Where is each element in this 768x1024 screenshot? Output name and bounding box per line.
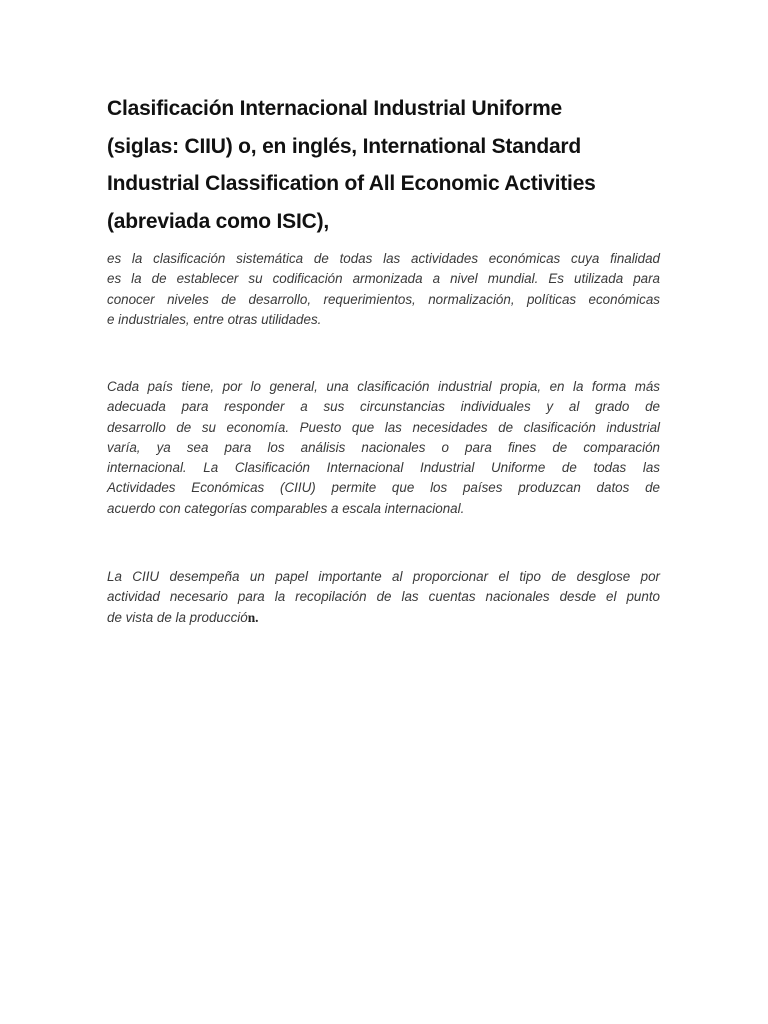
paragraph-line: varía, ya sea para los análisis nacionales o para fines de comparación [107, 439, 660, 455]
paragraph-line: La CIIU desempeña un papel importante al proporcionar el tipo de desglose por [107, 569, 660, 584]
paragraph-line: internacional. La Clasificación Internacional Industrial Uniforme de todas las [107, 460, 660, 476]
paragraph-line: acuerdo con categorías comparables a escala internacional. [107, 500, 465, 516]
heading-line: (siglas: CIIU) o, en inglés, International Standard [107, 134, 582, 158]
heading-line: Clasificación Internacional Industrial Uniforme [107, 97, 563, 120]
paragraph-line: es la de establecer su codificación armonizada a nivel mundial. Es utilizada para [107, 271, 660, 287]
paragraph-line: es la clasificación sistemática de todas las actividades económicas cuya finalidad [107, 251, 660, 266]
paragraph-definition [107, 249, 660, 330]
paragraph-country-classification [107, 377, 660, 519]
paragraph-line: e industriales, entre otras utilidades. [107, 311, 322, 327]
paragraph-line [107, 608, 660, 628]
paragraph-line-text: de vista de la producció [107, 609, 248, 625]
paragraph-line: actividad necesario para la recopilación de las cuentas nacionales desde el punto [107, 589, 660, 605]
paragraph-line: Actividades Económicas (CIIU) permite que los países produzcan datos de [107, 480, 660, 496]
paragraph-line: adecuada para responder a sus circunstancias individuales y al grado de [107, 399, 660, 415]
paragraph-line: desarrollo de su economía. Puesto que las necesidades de clasificación industrial [107, 419, 660, 435]
paragraph-line: Cada país tiene, por lo general, una clasificación industrial propia, en la forma más [107, 379, 660, 394]
paragraph-ciiu-role [107, 567, 660, 628]
heading-line: Industrial Classification of All Economic Activities [107, 172, 596, 195]
heading-line: (abreviada como ISIC), [107, 209, 329, 233]
paragraph-line-ending: n. [247, 609, 259, 625]
document-heading [107, 90, 667, 240]
paragraph-line: conocer niveles de desarrollo, requerimientos, normalización, políticas económicas [107, 291, 660, 307]
